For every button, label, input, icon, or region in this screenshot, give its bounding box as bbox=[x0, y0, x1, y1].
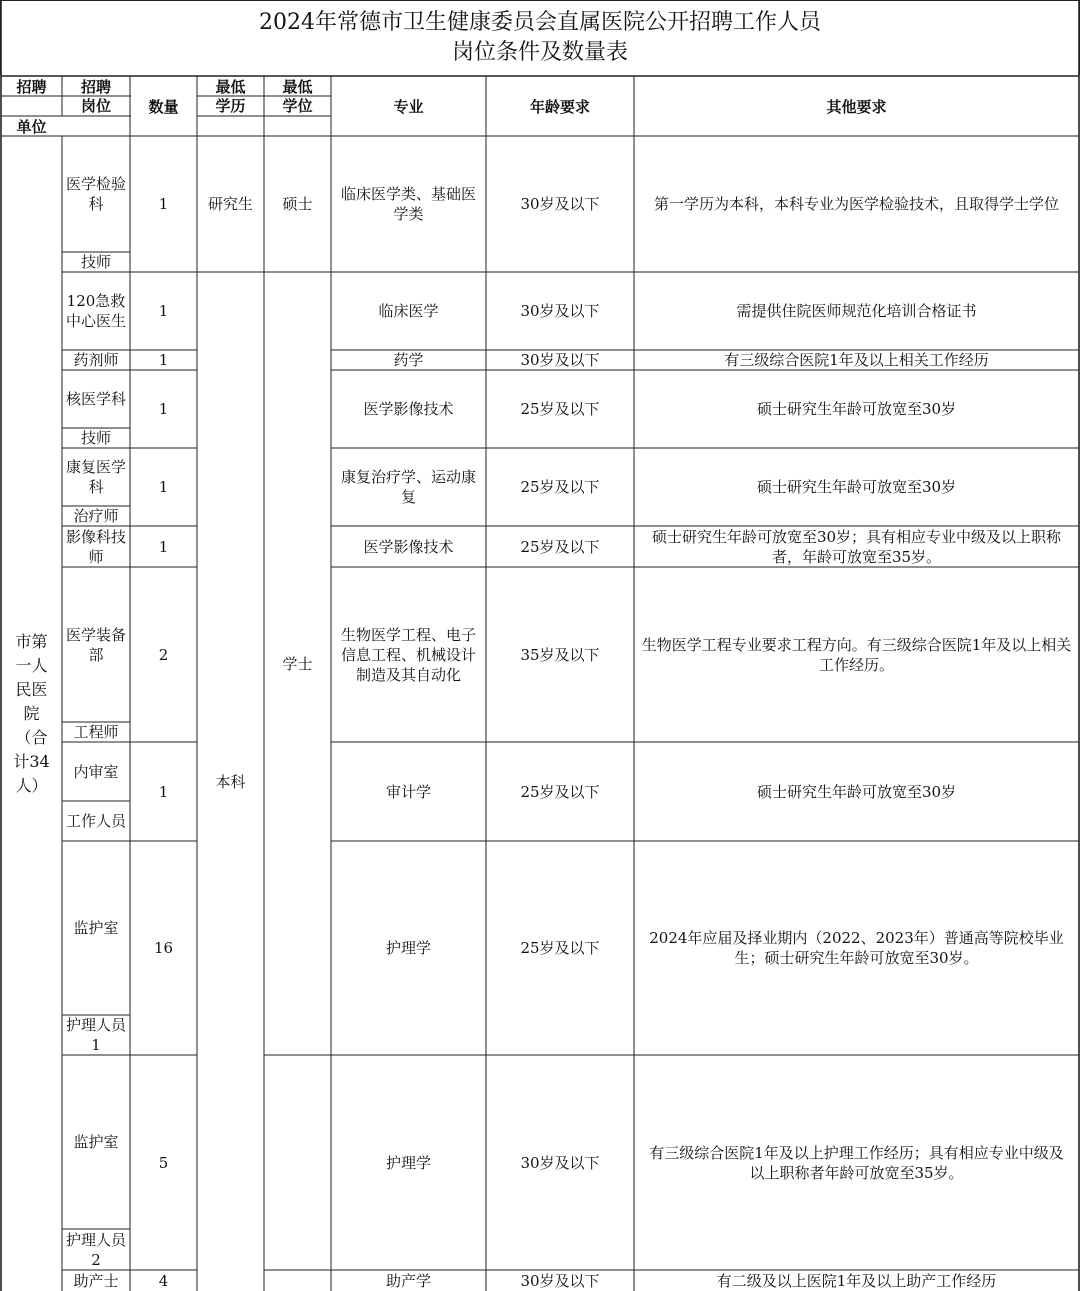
table-row-count: 1 bbox=[158, 782, 169, 801]
table-row-post-sub: 护理人员1 bbox=[65, 1016, 126, 1054]
table-row-count: 1 bbox=[158, 302, 169, 320]
table-row-post: 监护室 bbox=[73, 1133, 119, 1151]
table-row-age: 30岁及以下 bbox=[520, 1153, 600, 1172]
table-row-other: 有三级综合医院1年及以上相关工作经历 bbox=[724, 351, 989, 369]
header-major: 专业 bbox=[393, 97, 424, 116]
table-row-major: 医学影像技术 bbox=[363, 400, 454, 418]
header-age: 年龄要求 bbox=[529, 97, 590, 116]
table-row-major: 生物医学工程、电子信息工程、机械设计制造及其自动化 bbox=[340, 625, 476, 684]
title-line-2: 岗位条件及数量表 bbox=[451, 40, 628, 65]
edu-bachelor: 本科 bbox=[215, 772, 246, 791]
table-row-other: 有三级综合医院1年及以上护理工作经历；具有相应专业中级及以上职称者年龄可放宽至35岁。 bbox=[649, 1143, 1064, 1182]
table-row-age: 30岁及以下 bbox=[520, 195, 600, 213]
unit-name: 市第一人民医院（合计34人） bbox=[13, 631, 50, 795]
header-edu-top: 最低 bbox=[215, 77, 246, 96]
table-row-count: 1 bbox=[158, 195, 169, 213]
table-row-count: 1 bbox=[158, 351, 169, 369]
table-row-other: 硕士研究生年龄可放宽至30岁 bbox=[756, 478, 957, 496]
table-row-post: 康复医学科 bbox=[65, 458, 126, 496]
table-row-major: 助产学 bbox=[385, 1271, 431, 1290]
header-other: 其他要求 bbox=[826, 97, 887, 116]
table-row-post: 120急救中心医生 bbox=[65, 292, 126, 330]
table-row-major: 康复治疗学、运动康复 bbox=[340, 468, 476, 506]
degree-master: 硕士 bbox=[282, 195, 313, 213]
table-row-post-sub: 工作人员 bbox=[65, 812, 126, 830]
table-row-post: 影像科技师 bbox=[65, 527, 126, 566]
table-row-count: 1 bbox=[158, 478, 169, 496]
table-row-other: 2024年应届及择业期内（2022、2023年）普通高等院校毕业生；硕士研究生年龄可放宽至30岁。 bbox=[649, 929, 1064, 967]
header-edu-bottom: 学历 bbox=[215, 97, 246, 115]
table-row-post: 助产士 bbox=[73, 1271, 119, 1290]
table-row-count: 4 bbox=[158, 1271, 169, 1290]
table-row-major: 护理学 bbox=[385, 1153, 431, 1172]
table-row-other: 硕士研究生年龄可放宽至30岁；具有相应专业中级及以上职称者，年龄可放宽至35岁。 bbox=[651, 527, 1062, 566]
table-row-other: 需提供住院医师规范化培训合格证书 bbox=[736, 302, 977, 320]
degree-bachelor: 学士 bbox=[282, 654, 313, 673]
table-row-other: 有二级及以上医院1年及以上助产工作经历 bbox=[716, 1271, 997, 1290]
table-row-other: 硕士研究生年龄可放宽至30岁 bbox=[756, 400, 957, 418]
header-count: 数量 bbox=[148, 97, 179, 116]
table-row-post: 核医学科 bbox=[65, 390, 126, 408]
table-row-post: 监护室 bbox=[73, 919, 119, 937]
table-row-post: 药剂师 bbox=[73, 351, 119, 369]
table-row-count: 16 bbox=[153, 939, 174, 957]
table-row-age: 30岁及以下 bbox=[520, 351, 600, 369]
header-unit-bottom: 单位 bbox=[16, 117, 47, 136]
table-row-age: 35岁及以下 bbox=[520, 645, 600, 664]
table-row-major: 审计学 bbox=[385, 782, 431, 801]
header-degree-top: 最低 bbox=[282, 77, 313, 96]
header-degree-bottom: 学位 bbox=[282, 97, 313, 115]
table-row-major: 药学 bbox=[393, 351, 424, 369]
table-row-count: 1 bbox=[158, 537, 169, 556]
table-row-post-sub: 治疗师 bbox=[73, 507, 119, 525]
table-row-other: 生物医学工程专业要求工程方向。有三级综合医院1年及以上相关工作经历。 bbox=[641, 635, 1072, 674]
table-row-count: 5 bbox=[158, 1153, 169, 1172]
table-row-age: 25岁及以下 bbox=[520, 400, 600, 418]
edu-graduate: 研究生 bbox=[207, 195, 253, 213]
table-row-major: 护理学 bbox=[385, 939, 431, 957]
table-row-age: 25岁及以下 bbox=[520, 782, 600, 801]
table-row-age: 25岁及以下 bbox=[520, 478, 600, 496]
header-post-bottom: 岗位 bbox=[80, 97, 111, 115]
table-row-post: 内审室 bbox=[73, 762, 119, 781]
table-row-other: 硕士研究生年龄可放宽至30岁 bbox=[756, 782, 957, 801]
table-row-major: 临床医学 bbox=[378, 302, 439, 320]
header-unit-top: 招聘 bbox=[16, 77, 47, 96]
table-row-post: 医学装备部 bbox=[65, 625, 126, 664]
table-row-count: 1 bbox=[158, 400, 169, 418]
table-row-post-sub: 工程师 bbox=[73, 723, 119, 741]
table-row-age: 30岁及以下 bbox=[520, 1271, 600, 1290]
table-row-age: 25岁及以下 bbox=[520, 939, 600, 957]
table-row-other: 第一学历为本科，本科专业为医学检验技术，且取得学士学位 bbox=[653, 195, 1059, 213]
table-row-post-sub: 技师 bbox=[80, 253, 111, 271]
table-row-age: 30岁及以下 bbox=[520, 302, 600, 320]
table-row-post-sub: 护理人员2 bbox=[65, 1230, 126, 1269]
table-row-post-sub: 技师 bbox=[80, 429, 111, 447]
table-row-major: 临床医学类、基础医学类 bbox=[340, 185, 476, 223]
header-post-top: 招聘 bbox=[80, 77, 111, 96]
table-row-age: 25岁及以下 bbox=[520, 537, 600, 556]
table-row-count: 2 bbox=[158, 645, 169, 664]
title-line-1: 2024年常德市卫生健康委员会直属医院公开招聘工作人员 bbox=[259, 10, 821, 35]
table-row-post: 医学检验科 bbox=[65, 175, 126, 213]
table-row-major: 医学影像技术 bbox=[363, 537, 454, 556]
